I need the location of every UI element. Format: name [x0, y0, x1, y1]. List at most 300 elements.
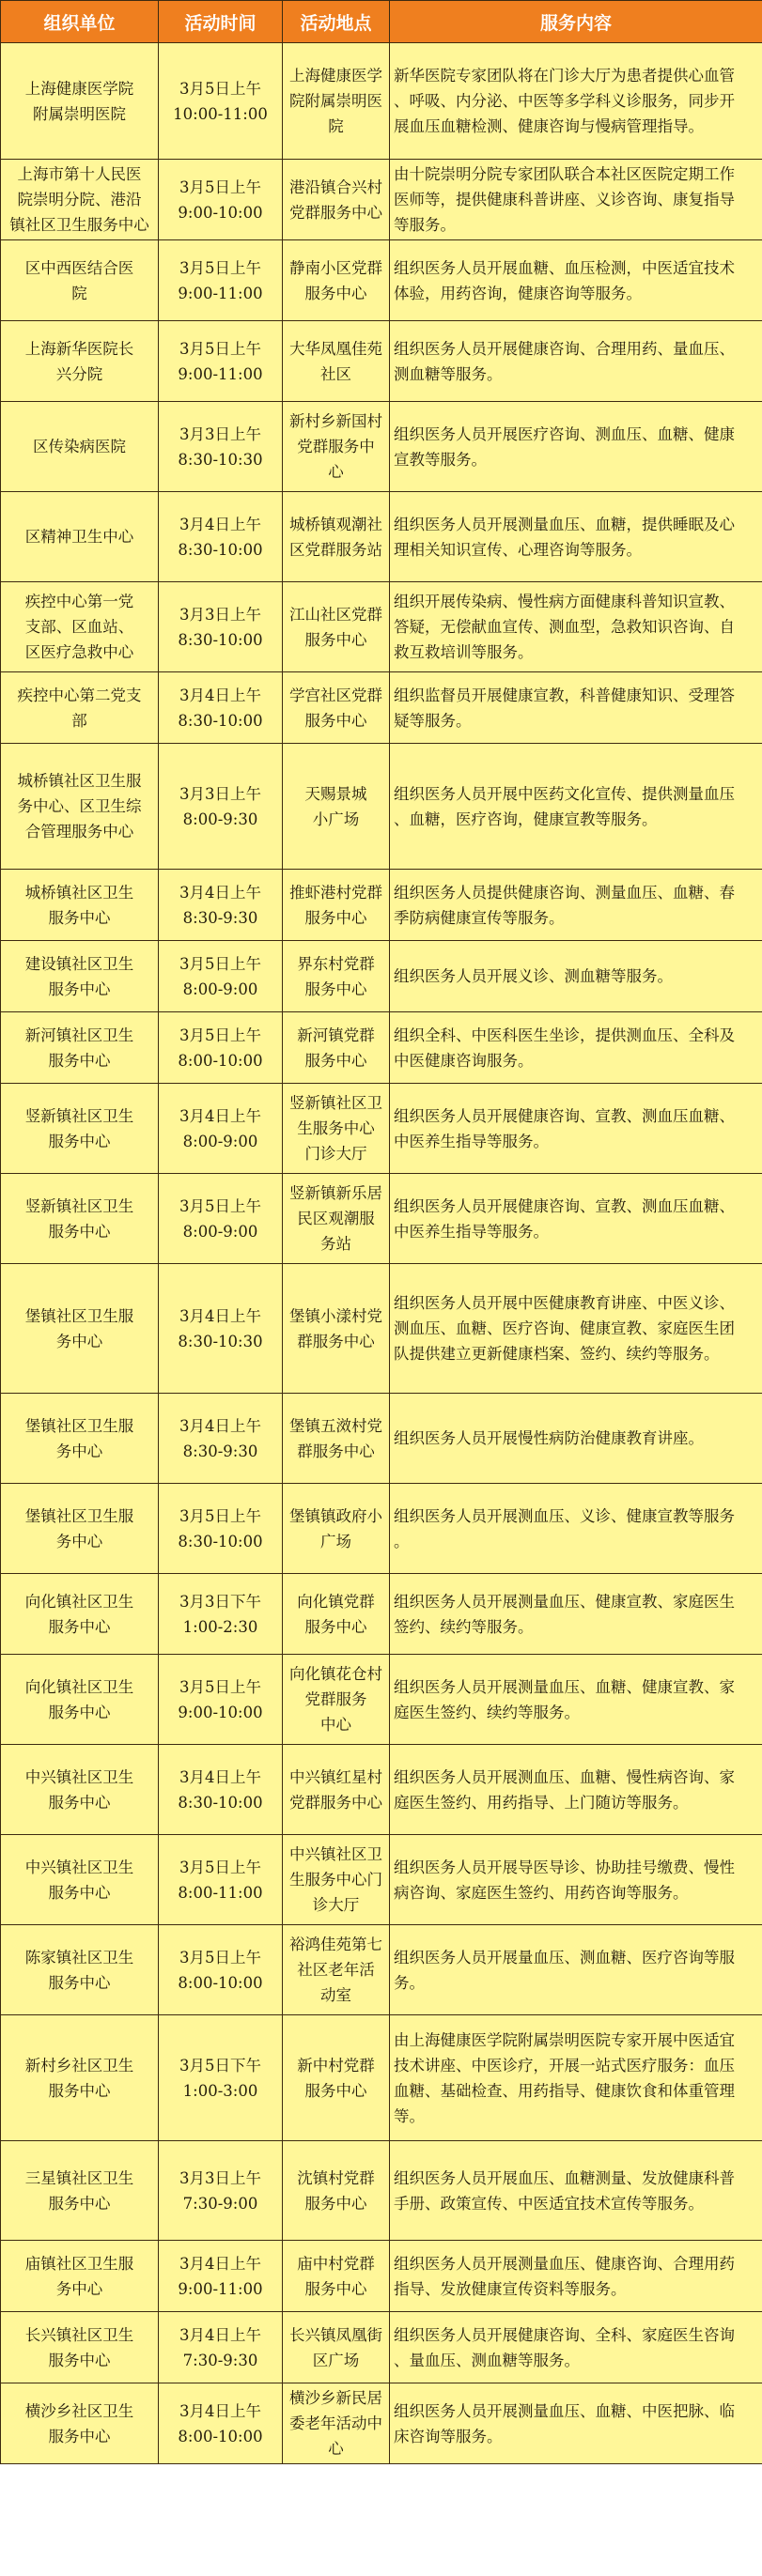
table-row [1, 402, 762, 492]
table-row [1, 744, 762, 870]
cell-line: 血糖、基础检查、用药指导、健康饮食和体重管理 [394, 2081, 735, 2100]
cell-time [159, 1084, 283, 1174]
cell-time [159, 160, 283, 240]
cell-line: 上海新华医院长 [24, 339, 134, 358]
table-row [1, 1264, 762, 1394]
cell-line: 等服务。 [394, 216, 456, 234]
cell-content [390, 1174, 762, 1264]
cell-line: 向化镇社区卫生 [24, 1592, 134, 1611]
cell-content [390, 1835, 762, 1925]
cell-org [1, 1012, 159, 1084]
cell-line: 组织医务人员开展测量血压、血糖、健康宣教、家 [394, 1677, 735, 1696]
cell-line: 党群服务中 [297, 438, 375, 455]
cell-content [390, 1925, 762, 2015]
cell-line: 8:00-9:00 [182, 979, 258, 998]
cell-line: 服务中心 [48, 2194, 111, 2213]
table-row [1, 1012, 762, 1084]
cell-line: 疑等服务。 [394, 711, 472, 730]
cell-line: 3月5日上午 [179, 1196, 261, 1215]
cell-time [159, 1174, 283, 1264]
cell-line: 服务中心 [48, 1222, 111, 1241]
cell-place [283, 1835, 390, 1925]
table-row [1, 1925, 762, 2015]
cell-time [159, 43, 283, 160]
cell-line: 陈家镇社区卫生 [24, 1948, 134, 1967]
cell-org [1, 1264, 159, 1394]
cell-content [390, 582, 762, 672]
cell-line: 院 [71, 284, 87, 302]
cell-content [390, 1745, 762, 1835]
cell-line: 组织全科、中医科医生坐诊，提供测血压、全科及 [394, 1026, 735, 1044]
cell-line: 中兴镇社区卫生 [24, 1767, 134, 1786]
cell-line: 服务中心 [304, 2279, 367, 2298]
cell-org [1, 2241, 159, 2312]
cell-place [283, 1084, 390, 1174]
cell-content [390, 2312, 762, 2383]
cell-line: 8:30-9:30 [182, 1442, 258, 1460]
cell-content [390, 870, 762, 941]
cell-line: 中兴镇社区卫生 [24, 1858, 134, 1876]
table-body [1, 43, 762, 2464]
cell-time [159, 2241, 283, 2312]
cell-content [390, 941, 762, 1012]
cell-line: 8:30-10:30 [178, 450, 263, 469]
cell-line: 党群服务中心 [289, 203, 382, 222]
cell-line: 服务中心 [48, 1883, 111, 1902]
cell-line: 中医养生指导等服务。 [394, 1222, 549, 1241]
cell-line: 服务中心 [48, 1793, 111, 1812]
cell-line: 静南小区党群 [289, 258, 382, 277]
cell-place [283, 321, 390, 402]
cell-place [283, 1574, 390, 1655]
cell-line: 江山社区党群 [289, 605, 382, 624]
cell-line: 。 [394, 1532, 410, 1550]
cell-org [1, 672, 159, 744]
table-row [1, 1655, 762, 1745]
cell-line: 测血糖等服务。 [394, 364, 503, 383]
cell-place [283, 1174, 390, 1264]
cell-content [390, 402, 762, 492]
cell-time [159, 941, 283, 1012]
cell-place [283, 402, 390, 492]
cell-line: 服务中心 [48, 1973, 111, 1992]
cell-line: 部 [71, 711, 87, 730]
cell-line: 务站 [320, 1235, 351, 1253]
cell-line: 区医疗急救中心 [24, 643, 134, 661]
cell-org [1, 870, 159, 941]
cell-org [1, 1574, 159, 1655]
cell-line: 3月3日上午 [179, 605, 261, 624]
cell-line: 上海健康医学院 [24, 79, 134, 98]
cell-line: 服务中心 [304, 711, 367, 730]
cell-line: 城桥镇社区卫生 [24, 883, 134, 902]
cell-line: 支部、区血站、 [24, 618, 134, 636]
cell-line: 答疑，无偿献血宣传、测血型，急救知识咨询、自 [394, 618, 735, 636]
cell-line: 病咨询、家庭医生签约、用药咨询等服务。 [394, 1883, 689, 1902]
cell-line: 堡镇社区卫生服 [24, 1506, 134, 1525]
cell-org [1, 2383, 159, 2464]
cell-line: 党群服务 [304, 1690, 367, 1708]
cell-line: 横沙乡社区卫生 [24, 2401, 134, 2420]
cell-line: 竖新镇社区卫生 [24, 1106, 134, 1125]
cell-org [1, 240, 159, 321]
cell-line: 3月5日上午 [179, 1948, 261, 1967]
cell-line: 组织医务人员开展中医健康教育讲座、中医义诊、 [394, 1294, 735, 1312]
cell-line: 等。 [394, 2106, 425, 2125]
cell-line: 3月5日上午 [179, 177, 261, 196]
cell-content [390, 492, 762, 582]
cell-org [1, 402, 159, 492]
cell-line: 堡镇社区卫生服 [24, 1306, 134, 1325]
cell-line: 服务中心 [48, 1617, 111, 1636]
table-row [1, 941, 762, 1012]
cell-line: 中兴镇红星村 [289, 1767, 382, 1786]
cell-place [283, 2241, 390, 2312]
cell-place [283, 1394, 390, 1484]
cell-line: 区党群服务站 [289, 540, 382, 559]
cell-line: 、呼吸、内分泌、中医等多学科义诊服务，同步开 [394, 92, 735, 110]
cell-line: 社区老年活 [297, 1961, 375, 1979]
cell-place [283, 582, 390, 672]
cell-place [283, 1264, 390, 1394]
cell-line: 心 [328, 2440, 344, 2458]
cell-line: 组织医务人员开展导医导诊、协助挂号缴费、慢性 [394, 1858, 735, 1876]
cell-line: 新村乡社区卫生 [24, 2056, 134, 2075]
cell-line: 向化镇花仓村 [289, 1665, 382, 1683]
table-row [1, 240, 762, 321]
cell-time [159, 2312, 283, 2383]
cell-line: 服务中心 [304, 1617, 367, 1636]
cell-content [390, 240, 762, 321]
cell-line: 庙镇社区卫生服 [24, 2254, 134, 2273]
cell-place [283, 2383, 390, 2464]
cell-line: 3月5日上午 [179, 1506, 261, 1525]
cell-line: 广场 [320, 1532, 351, 1550]
cell-line: 服务中心 [304, 2081, 367, 2100]
cell-line: 民区观潮服 [297, 1210, 375, 1227]
cell-line: 组织医务人员开展测量血压、血糖、中医把脉、临 [394, 2401, 735, 2420]
cell-line: 竖新镇社区卫生 [24, 1196, 134, 1215]
cell-line: 指导、发放健康宣传资料等服务。 [394, 2279, 627, 2298]
cell-org [1, 492, 159, 582]
cell-line: 大华凤凰佳苑 [289, 339, 382, 358]
cell-line: 务中心 [55, 1332, 103, 1350]
cell-line: 9:00-11:00 [178, 364, 263, 383]
cell-line: 港沿镇合兴村 [289, 177, 382, 196]
cell-place [283, 744, 390, 870]
table-row [1, 1394, 762, 1484]
cell-line: 中医养生指导等服务。 [394, 1132, 549, 1150]
cell-line: 城桥镇社区卫生服 [17, 772, 142, 790]
cell-place [283, 941, 390, 1012]
cell-line: 8:00-10:00 [178, 1051, 263, 1070]
cell-line: 院 [328, 117, 344, 135]
cell-line: 诊大厅 [312, 1896, 360, 1914]
cell-line: 天赐景城 [304, 784, 367, 803]
cell-line: 3月3日上午 [179, 784, 261, 803]
cell-line: 8:30-10:00 [178, 540, 263, 559]
cell-line: 10:00-11:00 [173, 104, 268, 123]
cell-line: 推虾港村党群 [289, 883, 382, 902]
cell-line: 上海健康医学 [289, 67, 382, 85]
cell-content [390, 2015, 762, 2141]
cell-line: 长兴镇凤凰街 [289, 2325, 382, 2344]
table-row [1, 582, 762, 672]
table-row [1, 1174, 762, 1264]
cell-line: 动室 [320, 1986, 351, 2004]
cell-line: 堡镇小漾村党 [289, 1306, 382, 1325]
cell-line: 务中心 [55, 1442, 103, 1460]
cell-line: 门诊大厅 [304, 1145, 367, 1163]
cell-line: 3月4日上午 [179, 2401, 261, 2420]
cell-line: 组织医务人员开展健康咨询、宣教、测血压血糖、 [394, 1196, 735, 1215]
cell-line: 9:00-10:00 [178, 1703, 263, 1721]
cell-line: 委老年活动中 [289, 2414, 382, 2432]
cell-line: 向化镇社区卫生 [24, 1677, 134, 1696]
cell-content [390, 672, 762, 744]
cell-line: 庭医生签约、续约等服务。 [394, 1703, 580, 1721]
cell-line: 竖新镇社区卫 [289, 1094, 382, 1112]
cell-line: 横沙乡新民居 [289, 2389, 382, 2407]
cell-content [390, 160, 762, 240]
cell-line: 组织医务人员开展测血压、血糖、慢性病咨询、家 [394, 1767, 735, 1786]
cell-time [159, 402, 283, 492]
cell-line: 长兴镇社区卫生 [24, 2325, 134, 2344]
cell-line: 8:30-10:00 [178, 711, 263, 730]
cell-line: 区广场 [312, 2351, 360, 2369]
cell-line: 体验，用药咨询，健康咨询等服务。 [394, 284, 642, 302]
cell-line: 服务中心 [48, 2351, 111, 2369]
cell-line: 中医健康咨询服务。 [394, 1051, 534, 1070]
cell-place [283, 1484, 390, 1574]
cell-line: 测血压、血糖、医疗咨询、健康宣教、家庭医生团 [394, 1319, 735, 1337]
cell-time [159, 240, 283, 321]
cell-place [283, 2312, 390, 2383]
cell-org [1, 2015, 159, 2141]
cell-line: 签约、续约等服务。 [394, 1617, 534, 1636]
table-row [1, 321, 762, 402]
header-org: 组织单位 [1, 1, 159, 43]
cell-line: 组织医务人员开展测量血压、健康宣教、家庭医生 [394, 1592, 735, 1611]
cell-line: 3月5日上午 [179, 258, 261, 277]
cell-line: 、血糖，医疗咨询，健康宣教等服务。 [394, 810, 658, 828]
cell-org [1, 2312, 159, 2383]
cell-place [283, 1655, 390, 1745]
cell-line: 向化镇党群 [297, 1592, 375, 1611]
cell-line: 展血压血糖检测、健康咨询与慢病管理指导。 [394, 117, 704, 135]
cell-line: 服务中心 [304, 630, 367, 649]
cell-line: 3月5日下午 [179, 2056, 261, 2075]
cell-line: 服务中心 [48, 908, 111, 927]
cell-line: 城桥镇观潮社 [289, 515, 382, 533]
cell-line: 中兴镇社区卫 [289, 1845, 382, 1863]
cell-line: 3月4日上午 [179, 2325, 261, 2344]
table-row [1, 1484, 762, 1574]
cell-line: 9:00-11:00 [178, 2279, 263, 2298]
cell-line: 组织开展传染病、慢性病方面健康科普知识宣教、 [394, 593, 735, 610]
cell-line: 兴分院 [55, 364, 103, 383]
header-place: 活动地点 [283, 1, 390, 43]
cell-line: 3月3日上午 [179, 424, 261, 443]
cell-line: 小广场 [312, 810, 360, 828]
cell-line: 9:00-10:00 [178, 203, 263, 222]
cell-line: 服务中心 [48, 1703, 111, 1721]
table-row [1, 1084, 762, 1174]
cell-line: 床咨询等服务。 [394, 2427, 503, 2445]
cell-line: 3月4日上午 [179, 1767, 261, 1786]
cell-content [390, 1574, 762, 1655]
cell-line: 附属崇明医院 [33, 104, 126, 123]
cell-content [390, 43, 762, 160]
cell-time [159, 744, 283, 870]
cell-line: 组织医务人员开展慢性病防治健康教育讲座。 [394, 1429, 704, 1447]
cell-org [1, 1174, 159, 1264]
cell-time [159, 321, 283, 402]
cell-content [390, 1484, 762, 1574]
cell-line: 由上海健康医学院附属崇明医院专家开展中医适宜 [394, 2030, 735, 2049]
cell-line: 新河镇社区卫生 [24, 1026, 134, 1044]
cell-line: 党群服务中心 [289, 1793, 382, 1812]
cell-line: 由十院崇明分院专家团队联合本社区医院定期工作 [394, 165, 735, 183]
cell-line: 组织医务人员开展中医药文化宣传、提供测量血压 [394, 784, 735, 803]
cell-line: 3月4日上午 [179, 1306, 261, 1325]
cell-time [159, 870, 283, 941]
cell-content [390, 1012, 762, 1084]
cell-line: 庭医生签约、用药指导、上门随访等服务。 [394, 1793, 689, 1812]
cell-line: 组织医务人员开展测量血压、健康咨询、合理用药 [394, 2254, 735, 2273]
cell-line: 组织医务人员开展血糖、血压检测，中医适宜技术 [394, 258, 735, 277]
cell-time [159, 1925, 283, 2015]
cell-line: 生服务中心 [297, 1119, 375, 1137]
cell-place [283, 1745, 390, 1835]
cell-line: 界东村党群 [297, 954, 375, 973]
cell-time [159, 672, 283, 744]
cell-time [159, 582, 283, 672]
cell-line: 3月5日上午 [179, 79, 261, 98]
table-row [1, 1745, 762, 1835]
cell-org [1, 1745, 159, 1835]
cell-place [283, 870, 390, 941]
cell-org [1, 1394, 159, 1484]
cell-time [159, 1574, 283, 1655]
cell-line: 8:30-10:00 [178, 1793, 263, 1812]
table-row [1, 2015, 762, 2141]
table-row [1, 1574, 762, 1655]
cell-line: 组织医务人员提供健康咨询、测量血压、血糖、春 [394, 883, 735, 902]
cell-line: 疾控中心第二党支 [17, 686, 142, 704]
cell-line: 3月4日上午 [179, 2254, 261, 2273]
cell-place [283, 2015, 390, 2141]
cell-line: 组织医务人员开展义诊、测血糖等服务。 [394, 967, 673, 985]
cell-line: 三星镇社区卫生 [24, 2168, 134, 2187]
cell-line: 服务中心 [304, 2194, 367, 2213]
cell-content [390, 1084, 762, 1174]
cell-time [159, 1655, 283, 1745]
cell-line: 9:00-11:00 [178, 284, 263, 302]
cell-line: 群服务中心 [297, 1442, 375, 1460]
table-row [1, 43, 762, 160]
cell-org [1, 941, 159, 1012]
table-row [1, 870, 762, 941]
cell-place [283, 1925, 390, 2015]
cell-line: 宣教等服务。 [394, 450, 487, 469]
cell-place [283, 43, 390, 160]
cell-line: 镇社区卫生服务中心 [9, 216, 149, 234]
cell-line: 8:00-10:00 [178, 2427, 263, 2445]
cell-line: 组织医务人员开展健康咨询、宣教、测血压血糖、 [394, 1106, 735, 1125]
cell-line: 组织医务人员开展测血压、义诊、健康宣教等服务 [394, 1506, 735, 1525]
cell-content [390, 2141, 762, 2241]
cell-line: 服务中心 [48, 979, 111, 998]
cell-content [390, 1394, 762, 1484]
cell-line: 3月4日上午 [179, 1106, 261, 1125]
cell-line: 新河镇党群 [297, 1026, 375, 1044]
cell-line: 新村乡新国村 [289, 412, 382, 430]
cell-time [159, 2015, 283, 2141]
cell-line: 组织医务人员开展测量血压、血糖，提供睡眠及心 [394, 515, 735, 533]
cell-line: 队提供建立更新健康档案、签约、续约等服务。 [394, 1345, 720, 1363]
cell-line: 服务中心 [304, 979, 367, 998]
cell-line: 组织医务人员开展健康咨询、全科、家庭医生咨询 [394, 2325, 735, 2344]
cell-time [159, 1745, 283, 1835]
cell-org [1, 1484, 159, 1574]
cell-line: 上海市第十人民医 [17, 165, 142, 183]
cell-line: 7:30-9:00 [182, 2194, 258, 2213]
cell-line: 季防病健康宣传等服务。 [394, 908, 565, 927]
cell-line: 疾控中心第一党 [24, 593, 134, 610]
cell-content [390, 744, 762, 870]
header-row [1, 1, 762, 43]
cell-line: 合管理服务中心 [24, 823, 134, 841]
cell-line: 学宫社区党群 [289, 686, 382, 704]
cell-org [1, 43, 159, 160]
cell-line: 3月5日上午 [179, 954, 261, 973]
cell-line: 8:00-10:00 [178, 1973, 263, 1992]
cell-line: 院崇明分院、港沿 [17, 191, 142, 208]
cell-line: 务中心 [55, 1532, 103, 1550]
table-row [1, 2241, 762, 2312]
cell-line: 生服务中心门 [289, 1871, 382, 1889]
cell-line: 8:30-10:00 [178, 630, 263, 649]
cell-line: 8:30-10:30 [178, 1332, 263, 1350]
cell-org [1, 1925, 159, 2015]
cell-line: 群服务中心 [297, 1332, 375, 1350]
cell-org [1, 160, 159, 240]
cell-line: 服务中心 [48, 1132, 111, 1150]
cell-line: 服务中心 [304, 284, 367, 302]
cell-line: 3月5日上午 [179, 1677, 261, 1696]
cell-org [1, 1655, 159, 1745]
cell-line: 技术讲座、中医诊疗，开展一站式医疗服务：血压 [394, 2056, 735, 2075]
cell-line: 医师等，提供健康科普讲座、义诊咨询、康复指导 [394, 191, 735, 208]
cell-line: 庙中村党群 [297, 2254, 375, 2273]
cell-line: 1:00-2:30 [182, 1617, 258, 1636]
cell-line: 3月5日上午 [179, 1026, 261, 1044]
cell-org [1, 582, 159, 672]
cell-line: 区传染病医院 [33, 438, 126, 455]
cell-line: 3月3日下午 [179, 1592, 261, 1611]
cell-line: 8:00-9:30 [182, 810, 258, 828]
cell-line: 服务中心 [48, 1051, 111, 1070]
cell-line: 8:00-9:00 [182, 1132, 258, 1150]
cell-line: 8:30-10:00 [178, 1532, 263, 1550]
cell-time [159, 1394, 283, 1484]
cell-line: 组织监督员开展健康宣教，科普健康知识、受理答 [394, 686, 735, 704]
cell-org [1, 1084, 159, 1174]
table-row [1, 2141, 762, 2241]
cell-content [390, 321, 762, 402]
table-row [1, 2312, 762, 2383]
